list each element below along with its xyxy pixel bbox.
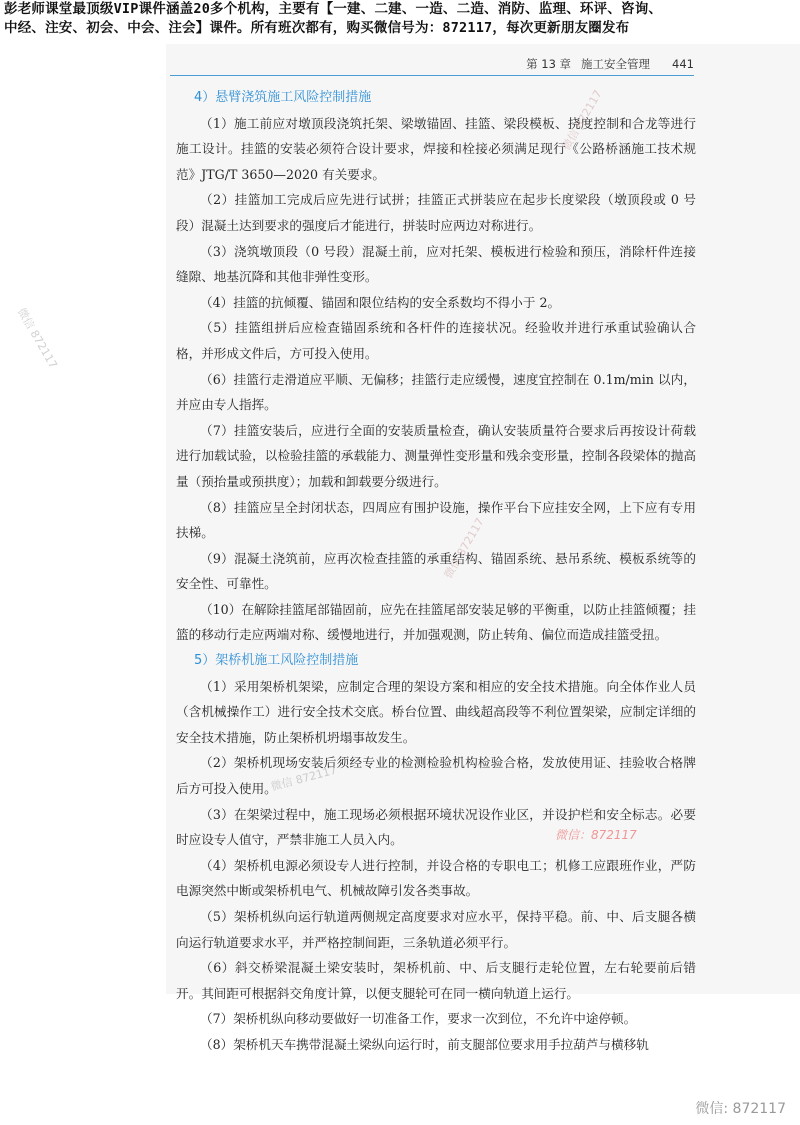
section-heading: 5）架桥机施工风险控制措施 (194, 653, 359, 669)
paragraph: （2）架桥机现场安装后须经专业的检测检验机构检验合格，发放使用证、挂验收合格牌后方可投入使用。 (176, 755, 696, 797)
paragraph: （5）挂篮组拼后应检查锚固系统和各杆件的连接状况。经验收并进行承重试验确认合格，并形成文件后，方可投入使用。 (176, 320, 696, 361)
watermark: 微信：872117 (555, 828, 637, 842)
body-content (176, 85, 696, 1058)
paragraph: （8）挂篮应呈全封闭状态，四周应有围护设施，操作平台下应挂安全网，上下应有专用扶梯。 (176, 499, 696, 541)
chapter-number: 第 13 章 (526, 57, 572, 71)
paragraph: （2）挂篮加工完成后应先进行试拼；挂篮正式拼装应在起步长度梁段（墩顶段或 0 号段）混凝土达到要求的强度后才能进行，拼装时应两边对称进行。 (176, 192, 696, 233)
paragraph: （4）架桥机电源必须设专人进行控制，并设合格的专职电工；机修工应跟班作业，严防电源突然中断或架桥机电气、机械故障引发各类事故。 (176, 857, 696, 899)
paragraph: （8）架桥机天车携带混凝土梁纵向运行时，前支腿部位要求用手拉葫芦与横移轨 (200, 1036, 649, 1052)
paragraph: （7）挂篮安装后，应进行全面的安装质量检查，确认安装质量符合要求后再按设计荷载进行加载试验，以检验挂篮的承载能力、测量弹性变形量和残余变形量，控制各段梁体的抛高量（预抬量或预拱度）；加载和卸载要分级进行。 (176, 422, 696, 489)
paragraph: （10）在解除挂篮尾部锚固前，应先在挂篮尾部安装足够的平衡重，以防止挂篮倾覆；挂篮的移动行走应两端对称、缓慢地进行，并加强观测，防止转角、偏位而造成挂篮受扭。 (176, 601, 696, 643)
paragraph: （5）架桥机纵向运行轨道两侧规定高度要求对应水平，保持平稳。前、中、后支腿各横向运行轨道要求水平，并严格控制间距，三条轨道必须平行。 (176, 909, 696, 950)
paragraph: （3）浇筑墩顶段（0 号段）混凝土前，应对托架、模板进行检验和预压，消除杆件连接缝隙、地基沉降和其他非弹性变形。 (176, 243, 696, 285)
paragraph: （1）采用架桥机架梁，应制定合理的架设方案和相应的安全技术措施。向全体作业人员（含机械操作工）进行安全技术交底。桥台位置、曲线超高段等不利位置架梁，应制定详细的安全技术措施，防止架桥机坍塌事故发生。 (176, 678, 696, 745)
watermark: 微信 872117 (14, 305, 60, 371)
watermark: 微信 872117 (441, 515, 487, 581)
chapter-title: 施工安全管理 (581, 57, 651, 71)
paragraph: （4）挂篮的抗倾覆、锚固和限位结构的安全系数均不得小于 2。 (200, 294, 561, 310)
section-heading: 4）悬臂浇筑施工风险控制措施 (194, 90, 372, 105)
paragraph: （1）施工前应对墩顶段浇筑托架、梁墩锚固、挂篮、梁段模板、挠度控制和合龙等进行施工设计。挂篮的安装必须符合设计要求，焊接和栓接必须满足现行《公路桥涵施工技术规范》JTG/T 3650—2020 有关要求。 (176, 115, 696, 182)
banner-line-1: 彭老师课堂最顶级VIP课件涵盖20多个机构，主要有【一建、二建、一造、二造、消防、监理、环评、咨询、 (4, 1, 663, 17)
running-head (170, 56, 694, 72)
paragraph: （6）挂篮行走滑道应平顺、无偏移；挂篮行走应缓慢，速度宜控制在 0.1m/min 以内，并应由专人指挥。 (176, 371, 696, 413)
watermark: 微信 872117 (269, 763, 339, 794)
watermark: 微信 872117 (559, 87, 605, 153)
header-rule (170, 75, 694, 76)
paragraph: （9）混凝土浇筑前，应再次检查挂篮的承重结构、锚固系统、悬吊系统、模板系统等的安全性、可靠性。 (176, 550, 696, 592)
header-banner (4, 0, 796, 38)
paragraph: （7）架桥机纵向移动要做好一切准备工作，要求一次到位，不允许中途停顿。 (200, 1011, 637, 1027)
footer-watermark: 微信: 872117 (695, 1101, 786, 1117)
page-number: 441 (672, 57, 694, 71)
paragraph: （6）斜交桥梁混凝土梁安装时，架桥机前、中、后支腿行走轮位置，左右轮要前后错开。其间距可根据斜交角度计算，以便支腿轮可在同一横向轨道上运行。 (176, 960, 696, 1001)
paragraph: （3）在架梁过程中，施工现场必须根据环境状况设作业区，并设护栏和安全标志。必要时应设专人值守，严禁非施工人员入内。 (176, 806, 696, 848)
banner-line-2: 中经、注安、初会、中会、注会】课件。所有班次都有，购买微信号为：872117，每次更新朋友圈发布 (4, 20, 630, 36)
